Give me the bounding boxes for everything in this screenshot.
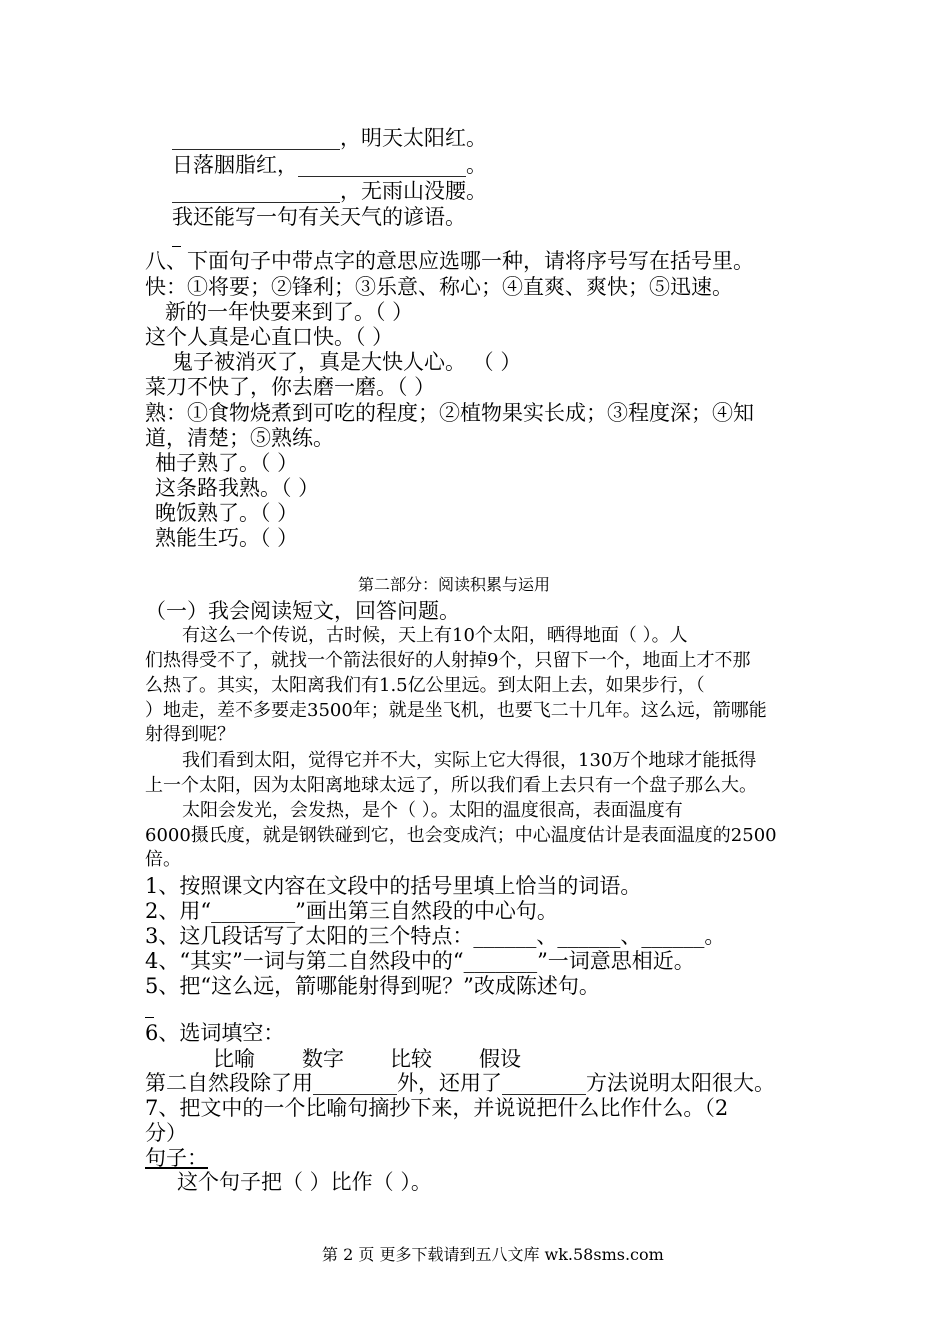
shu-item-4: 熟能生巧。（ ） [155,526,299,550]
passage-line-7: 上一个太阳，因为太阳离地球太远了，所以我们看上去只有一个盘子那么大。 [145,775,757,796]
section8-title: 八、下面句子中带点字的意思应选哪一种，请将序号写在括号里。 [145,249,754,273]
part2-heading: 第二部分：阅读积累与运用 [358,575,551,594]
shu-definitions-1: 熟：①食物烧煮到可吃的程度；②植物果实长成；③程度深；④知 [145,401,754,425]
passage-line-3: 么热了。其实，太阳离我们有1.5亿公里远。到太阳上去，如果步行，（ [145,675,705,696]
passage-line-5: 射得到呢？ [145,724,235,745]
answer-line-short [172,246,181,247]
word-option-2: 数字 [302,1047,344,1071]
answer-line-short-2 [145,1017,154,1018]
question-3: 3、这几段话写了太阳的三个特点：______、______、______。 [145,924,726,948]
question-4: 4、“其实”一词与第二自然段中的“_______”一词意思相近。 [145,949,695,973]
question-5: 5、把“这么远，箭哪能射得到呢？”改成陈述句。 [145,974,600,998]
passage-line-8: 太阳会发光，会发热，是个（ ）。太阳的温度很高，表面温度有 [182,800,683,821]
proverb-line-1: ________________，明天太阳红。 [172,126,487,150]
question-7-line-1: 7、把文中的一个比喻句摘抄下来，并说说把什么比作什么。（2 [145,1096,729,1120]
passage-line-10: 倍。 [145,849,181,870]
proverb-line-3: ________________，无雨山没腰。 [172,179,487,203]
shu-item-2: 这条路我熟。（ ） [155,476,320,500]
question-1: 1、按照课文内容在文段中的括号里填上恰当的词语。 [145,874,642,898]
question-7-line-2: 分） [145,1121,187,1145]
proverb-line-4: 我还能写一句有关天气的谚语。 [172,205,466,229]
passage-line-6: 我们看到太阳，觉得它并不大，实际上它大得很，130万个地球才能抵得 [182,750,757,771]
question-6: 6、选词填空： [145,1021,285,1045]
kuai-definitions: 快：①将要；②锋利；③乐意、称心；④直爽、爽快；⑤迅速。 [145,275,733,299]
question-6-sentence: 第二自然段除了用________外，还用了________方法说明太阳很大。 [145,1071,775,1095]
question-7-answer: 这个句子把（ ）比作（ ）。 [177,1170,432,1194]
word-option-1: 比喻 [213,1047,255,1071]
page-footer: 第 2 页 更多下载请到五八文库 wk.58sms.com [322,1245,664,1264]
passage-line-1: 有这么一个传说，古时候，天上有10个太阳，晒得地面（ ）。人 [182,625,688,646]
kuai-item-2: 这个人真是心直口快。（ ） [145,325,394,349]
shu-item-3: 晚饭熟了。（ ） [155,501,299,525]
passage-line-4: ）地走，差不多要走3500年；就是坐飞机，也要飞二十几年。这么远，箭哪能 [145,700,767,721]
kuai-item-4: 菜刀不快了，你去磨一磨。（ ） [145,375,436,399]
sentence-label: 句子： [145,1146,208,1170]
word-option-4: 假设 [479,1047,521,1071]
shu-item-1: 柚子熟了。（ ） [155,451,299,475]
proverb-line-2: 日落胭脂红，________________。 [172,153,487,177]
part2-subheading: （一）我会阅读短文，回答问题。 [145,599,460,623]
question-2: 2、用“________”画出第三自然段的中心句。 [145,899,558,923]
kuai-item-3: 鬼子被消灭了，真是大快人心。 （ ） [172,350,522,374]
passage-line-9: 6000摄氏度，就是钢铁碰到它，也会变成汽；中心温度估计是表面温度的2500 [145,825,777,846]
shu-definitions-2: 道，清楚；⑤熟练。 [145,426,334,450]
passage-line-2: 们热得受不了，就找一个箭法很好的人射掉9个，只留下一个，地面上才不那 [145,650,751,671]
word-option-3: 比较 [390,1047,432,1071]
kuai-item-1: 新的一年快要来到了。（ ） [165,300,414,324]
